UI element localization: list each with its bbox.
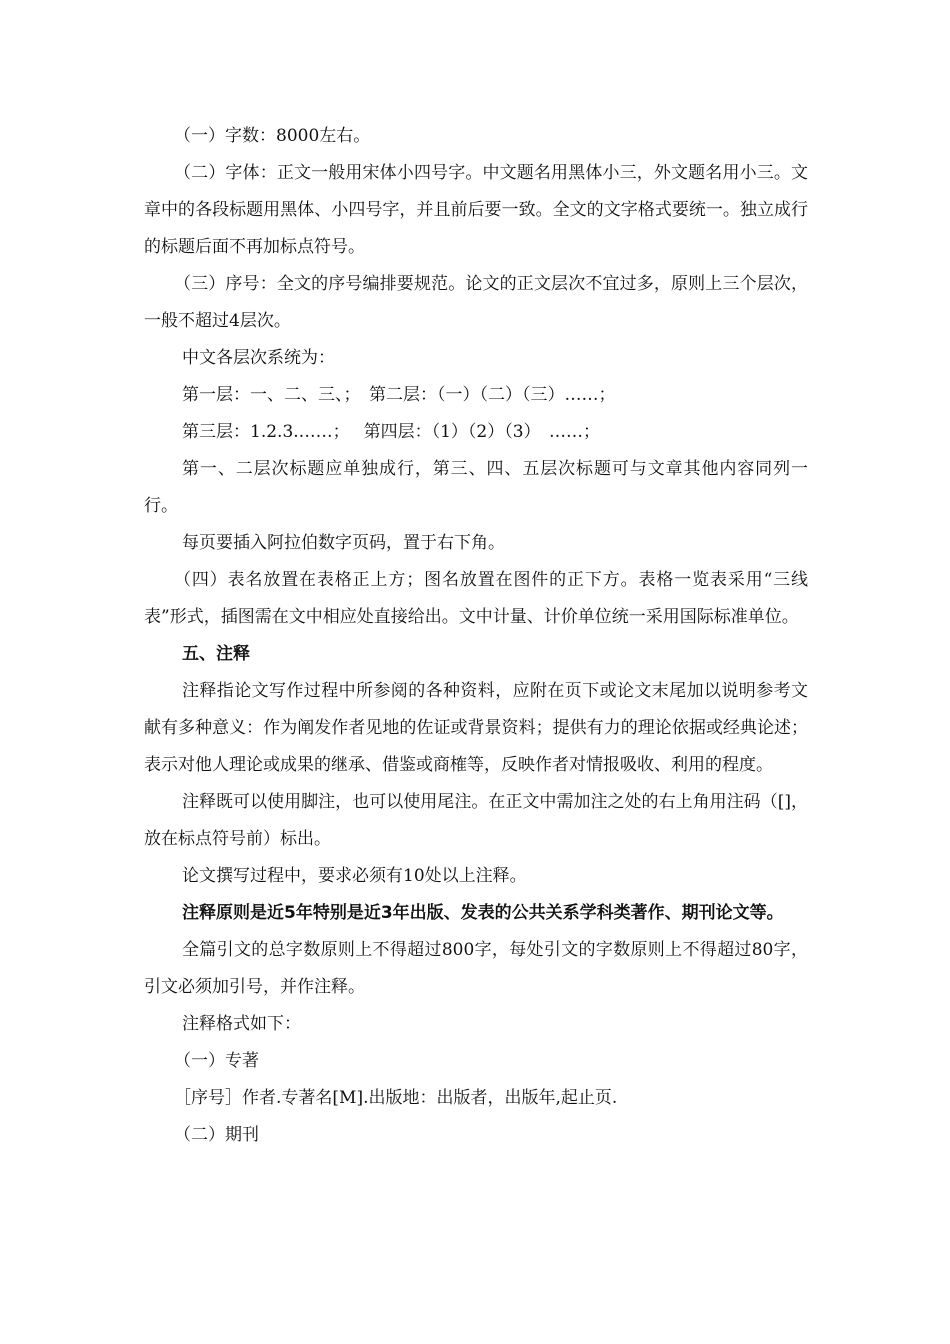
notes-definition: 注释指论文写作过程中所参阅的各种资料，应附在页下或论文末尾加以说明参考文献有多种意义：作为阐发作者见地的佐证或背景资料；提供有力的理论依据或经典论述；表示对他人理论或成果的继承、借鉴或商榷等，反映作者对情报吸收、利用的程度。 <box>144 681 808 775</box>
document-body <box>144 118 808 1154</box>
level-system-intro: 中文各层次系统为： <box>182 348 335 368</box>
notes-footnote-endnote: 注释既可以使用脚注，也可以使用尾注。在正文中需加注之处的右上角用注码（[]，放在标点符号前）标出。 <box>144 792 808 849</box>
item-tables-figures: （四）表名放置在表格正上方；图名放置在图件的正下方。表格一览表采用“三线表”形式，插图需在文中相应处直接给出。文中计量、计价单位统一采用国际标准单位。 <box>144 570 808 627</box>
level-system-line-2: 第三层：1.2.3.……； 第四层：（1）（2）（3） ……； <box>182 422 601 442</box>
notes-principle: 注释原则是近5年特别是近3年出版、发表的公共关系学科类著作、期刊论文等。 <box>182 903 784 923</box>
format-monograph-heading: （一）专著 <box>174 1051 259 1071</box>
format-journal-heading: （二）期刊 <box>174 1125 259 1145</box>
level-title-rule: 第一、二层次标题应单独成行，第三、四、五层次标题可与文章其他内容同列一行。 <box>144 459 808 516</box>
level-system-line-1: 第一层：一、二、三、； 第二层：（一）（二）（三）……； <box>182 385 616 405</box>
quotation-limit: 全篇引文的总字数原则上不得超过800字，每处引文的字数原则上不得超过80字，引文必须加引号，并作注释。 <box>144 940 808 997</box>
item-word-count: （一）字数：8000左右。 <box>174 126 371 146</box>
notes-minimum-count: 论文撰写过程中，要求必须有10处以上注释。 <box>182 866 527 886</box>
section-heading-notes: 五、注释 <box>182 644 250 664</box>
item-font: （二）字体：正文一般用宋体小四号字。中文题名用黑体小三，外文题名用小三。文章中的各段标题用黑体、小四号字，并且前后要一致。全文的文字格式要统一。独立成行的标题后面不再加标点符号。 <box>144 163 808 257</box>
page-number-rule: 每页要插入阿拉伯数字页码，置于右下角。 <box>182 533 505 553</box>
item-numbering: （三）序号：全文的序号编排要规范。论文的正文层次不宜过多，原则上三个层次，一般不超过4层次。 <box>144 274 808 331</box>
notes-format-intro: 注释格式如下： <box>182 1014 301 1034</box>
format-monograph-template: ［序号］作者.专著名[M].出版地：出版者，出版年,起止页. <box>174 1088 618 1108</box>
